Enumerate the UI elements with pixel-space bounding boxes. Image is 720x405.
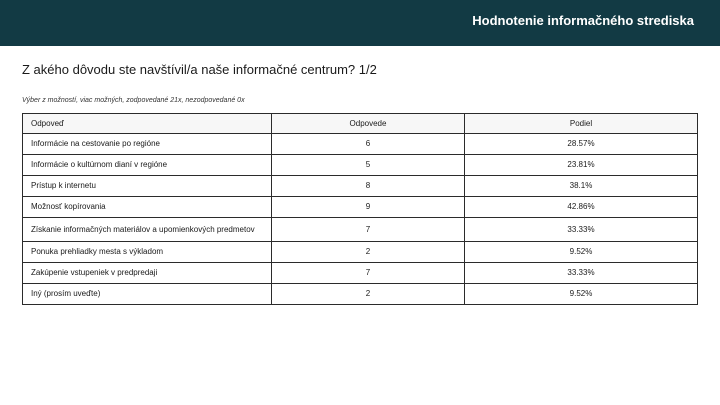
answer-cell: Zakúpenie vstupeniek v predpredaji (23, 263, 272, 284)
table-row (23, 218, 698, 242)
share-cell: 33.33% (465, 218, 698, 242)
share-cell: 38.1% (465, 176, 698, 197)
count-cell: 9 (272, 197, 465, 218)
share-cell: 9.52% (465, 242, 698, 263)
answer-cell: Možnosť kopírovania (23, 197, 272, 218)
table-row (23, 155, 698, 176)
table-row (23, 176, 698, 197)
share-cell: 33.33% (465, 263, 698, 284)
column-header-answer: Odpoveď (23, 114, 272, 134)
column-header-count: Odpovede (272, 114, 465, 134)
column-header-share: Podiel (465, 114, 698, 134)
table-row (23, 197, 698, 218)
question-meta: Výber z možností, viac možných, zodpovedané 21x, nezodpovedané 0x (22, 97, 245, 104)
table-row (23, 134, 698, 155)
results-table (22, 113, 698, 305)
count-cell: 2 (272, 242, 465, 263)
count-cell: 5 (272, 155, 465, 176)
count-cell: 7 (272, 218, 465, 242)
answer-cell: Prístup k internetu (23, 176, 272, 197)
share-cell: 23.81% (465, 155, 698, 176)
table-row (23, 263, 698, 284)
table-row (23, 284, 698, 305)
question-title: Z akého dôvodu ste navštívil/a naše informačné centrum? 1/2 (22, 62, 377, 77)
answer-cell: Ponuka prehliadky mesta s výkladom (23, 242, 272, 263)
share-cell: 28.57% (465, 134, 698, 155)
count-cell: 8 (272, 176, 465, 197)
answer-cell: Získanie informačných materiálov a upomienkových predmetov (23, 218, 272, 242)
answer-cell: Informácie o kultúrnom dianí v regióne (23, 155, 272, 176)
table-header-row (23, 114, 698, 134)
count-cell: 7 (272, 263, 465, 284)
answer-cell: Informácie na cestovanie po regióne (23, 134, 272, 155)
count-cell: 2 (272, 284, 465, 305)
count-cell: 6 (272, 134, 465, 155)
header-bar (0, 0, 720, 46)
header-title: Hodnotenie informačného strediska (472, 13, 694, 28)
share-cell: 42.86% (465, 197, 698, 218)
share-cell: 9.52% (465, 284, 698, 305)
answer-cell: Iný (prosím uveďte) (23, 284, 272, 305)
table-row (23, 242, 698, 263)
